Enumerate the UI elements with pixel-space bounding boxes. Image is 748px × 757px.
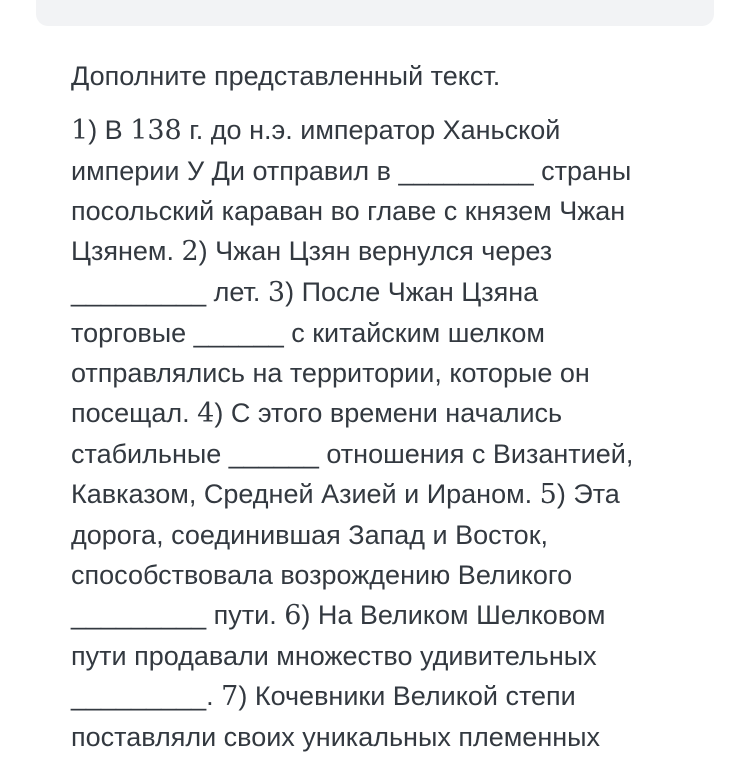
passage-text: ) На Великом Шелковом (301, 600, 606, 630)
passage-line (71, 474, 731, 515)
passage-line (71, 353, 731, 393)
passage-line (71, 515, 731, 555)
passage-text: отправлялись на территории, которые он (71, 358, 590, 388)
passage-text: стабильные ______ отношения с Византией, (71, 439, 634, 469)
passage-text: ) С этого времени начались (214, 398, 563, 428)
passage-text: поставляли своих уникальных племенных (71, 722, 601, 752)
passage-text: посольский караван во главе с князем Чжан (71, 196, 626, 226)
passage-text: ) Эта (556, 479, 620, 509)
passage-text: г. до н.э. император Ханьской (181, 115, 561, 145)
passage-line (71, 636, 731, 676)
passage-text: ) Кочевники Великой степи (238, 681, 576, 711)
passage-text: _________ лет. (71, 277, 268, 307)
passage-text: ) В (88, 115, 131, 145)
previous-card (36, 0, 714, 26)
sentence-number: 4 (197, 398, 215, 429)
passage-line (71, 231, 731, 272)
passage-line (71, 555, 731, 595)
passage-text: дорога, соединившая Запад и Восток, (71, 520, 549, 550)
passage-text: _________. (71, 681, 222, 711)
passage-text: ) Чжан Цзян вернулся через (198, 236, 553, 266)
passage-line (71, 151, 731, 191)
sentence-number: 3 (267, 277, 286, 308)
question-prompt: Дополните представленный текст. (71, 61, 501, 91)
sentence-number: 1 (71, 115, 89, 146)
sentence-number: 7 (221, 681, 239, 712)
sentence-number: 6 (284, 600, 302, 631)
passage-line (71, 110, 731, 151)
passage-text: Кавказом, Средней Азией и Ираном. (71, 479, 540, 509)
sentence-number: 5 (539, 479, 557, 510)
passage-text: способствовала возрождению Великого (71, 560, 573, 590)
passage-line (71, 595, 731, 636)
passage-line (71, 717, 731, 757)
passage-line (71, 272, 731, 313)
question-content (71, 56, 731, 757)
fill-in-passage (71, 110, 731, 757)
passage-line (71, 393, 731, 434)
passage-text: Цзянем. (71, 236, 182, 266)
passage-text: торговые ______ с китайским шелком (71, 318, 545, 348)
passage-text: посещал. (71, 398, 198, 428)
passage-text: _________ пути. (71, 600, 285, 630)
passage-line (71, 434, 731, 474)
passage-line (71, 191, 731, 231)
sentence-number: 2 (181, 236, 199, 267)
passage-line (71, 676, 731, 717)
passage-text: ) После Чжан Цзяна (285, 277, 539, 307)
passage-text: пути продавали множество удивительных (71, 641, 597, 671)
sentence-number: 138 (130, 115, 182, 146)
passage-line (71, 313, 731, 353)
passage-text: империи У Ди отправил в _________ страны (71, 156, 632, 186)
